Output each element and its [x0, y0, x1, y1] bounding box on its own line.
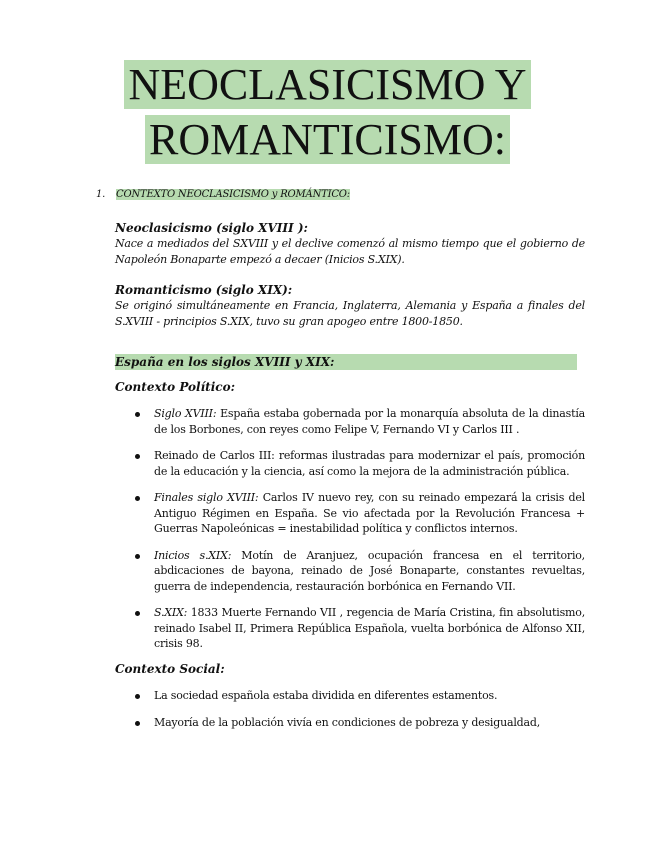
bullet-icon — [135, 554, 140, 559]
neoclasicismo-text: Nace a mediados del SXVIII y el declive comenzó al mismo tiempo que el gobierno de Napoleón Bonaparte empezó a decaer (Inicios S.XIX). — [115, 237, 585, 266]
list-item-text: Carlos IV nuevo rey, con su reinado empezará la crisis del Antiguo Régimen en España. Se vio afectada por la Revolución Francesa + Guerras Napoleónicas = inestabilidad política y conflictos internos. — [154, 491, 585, 535]
bullet-icon — [135, 412, 140, 417]
list-item — [130, 548, 585, 595]
list-item-lead: Inicios s.XIX: — [154, 548, 232, 562]
neoclasicismo-heading: Neoclasicismo (siglo XVIII ): — [115, 221, 308, 235]
contexto-social-list — [130, 688, 585, 741]
section-heading-1 — [96, 189, 350, 200]
romanticismo-block — [115, 282, 585, 330]
bullet-icon — [135, 611, 140, 616]
list-item-text: Motín de Aranjuez, ocupación francesa en el territorio, abdicaciones de bayona, reinado de José Bonaparte, constantes revueltas, guerra de independencia, restauración borbónica en Fernando VII. — [154, 548, 585, 593]
contexto-social-heading: Contexto Social: — [115, 662, 225, 676]
list-item — [130, 688, 585, 704]
list-item-lead: S.XIX: — [154, 606, 188, 619]
page-title-line-1: NEOCLASICISMO Y — [0, 60, 655, 110]
list-item — [130, 490, 585, 537]
bullet-icon — [135, 454, 140, 459]
list-item-text: España estaba gobernada por la monarquía absoluta de la dinastía de los Borbones, con reyes como Felipe V, Fernando VI y Carlos III . — [154, 407, 585, 436]
neoclasicismo-block — [115, 220, 585, 268]
romanticismo-heading: Romanticismo (siglo XIX): — [115, 283, 293, 297]
section-number: 1. — [96, 189, 106, 200]
list-item-text: La sociedad española estaba dividida en diferentes estamentos. — [154, 689, 498, 702]
list-item — [130, 448, 585, 479]
romanticismo-text: Se originó simultáneamente en Francia, Inglaterra, Alemania y España a finales del S.XVIII - principios S.XIX, tuvo su gran apogeo entre 1800-1850. — [115, 299, 585, 328]
list-item-lead: Finales siglo XVIII: — [154, 491, 259, 504]
list-item-text: Mayoría de la población vivía en condiciones de pobreza y desigualdad, — [154, 715, 540, 729]
list-item-text: Reinado de Carlos III: reformas ilustradas para modernizar el país, promoción de la educación y la ciencia, así como la mejora de la administración pública. — [154, 449, 585, 478]
bullet-icon — [135, 694, 140, 699]
list-item — [130, 715, 585, 731]
espana-heading: España en los siglos XVIII y XIX: — [115, 354, 577, 370]
page-title-line-2: ROMANTICISMO: — [0, 115, 655, 165]
list-item-lead: Siglo XVIII: — [154, 407, 217, 420]
contexto-politico-heading: Contexto Político: — [115, 380, 235, 394]
bullet-icon — [135, 721, 140, 726]
contexto-politico-list — [130, 406, 585, 663]
bullet-icon — [135, 496, 140, 501]
list-item-text: 1833 Muerte Fernando VII , regencia de María Cristina, fin absolutismo, reinado Isabel II, Primera República Española, vuelta borbónica de Alfonso XII, crisis 98. — [154, 606, 585, 650]
list-item — [130, 605, 585, 652]
list-item — [130, 406, 585, 437]
section-heading-text: CONTEXTO NEOCLASICISMO y ROMÁNTICO: — [116, 189, 350, 200]
